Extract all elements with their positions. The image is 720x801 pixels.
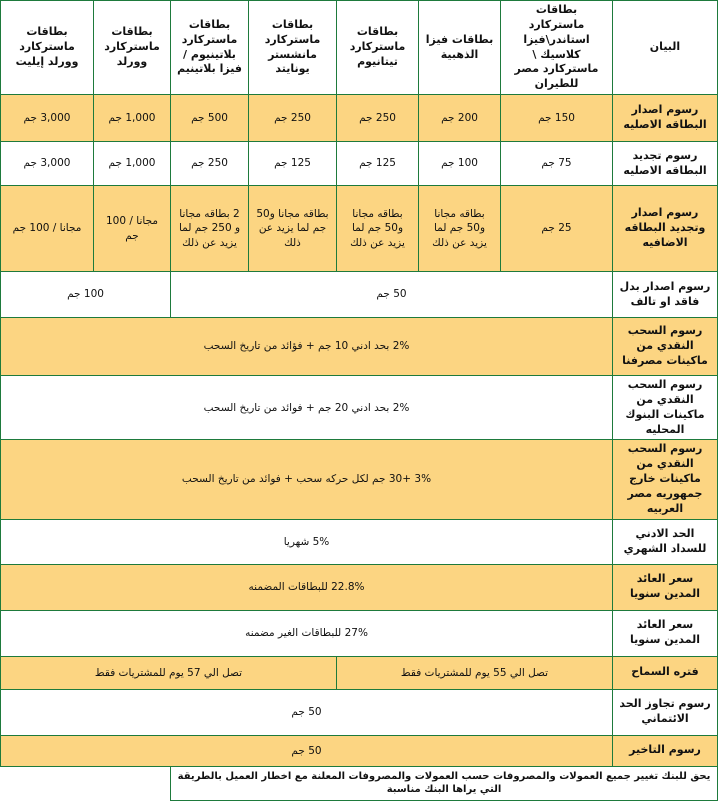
cell-value: 1,000 جم xyxy=(94,95,171,142)
cell-value: 100 جم xyxy=(1,272,171,318)
row-label: رسوم التاخير xyxy=(613,735,718,766)
cell-value: 50 جم xyxy=(171,272,613,318)
cell-value: 2% بحد ادني 10 جم + فؤائد من تاريخ السحب xyxy=(1,318,613,376)
row-label: سعر العائد المدين سنويا xyxy=(613,610,718,656)
cell-value: 250 جم xyxy=(337,95,419,142)
col-header-visa-gold: بطاقات فيزا الذهبية xyxy=(419,1,501,95)
table-row-apr-unsecured xyxy=(1,610,718,656)
row-label: رسوم اصدار وتجديد البطاقه الاضافيه xyxy=(613,186,718,272)
col-header-world: بطاقات ماستركارد وورلد xyxy=(94,1,171,95)
row-label: رسوم تجديد البطاقه الاصليه xyxy=(613,142,718,186)
col-header-manchester-united: بطاقات ماستركارد مانشستر يونايتد xyxy=(249,1,337,95)
cell-value: 150 جم xyxy=(501,95,613,142)
col-header-platinum: بطاقات ماستركارد بلاتينيوم / فيزا بلاتينيم xyxy=(171,1,249,95)
cell-value: 50 جم xyxy=(1,735,613,766)
table-row-late-fee xyxy=(1,735,718,766)
row-label: رسوم السحب النقدي من ماكينات البنوك المحليه xyxy=(613,376,718,440)
row-label: رسوم السحب النقدي من ماكينات خارج جمهوريه مصر العربيه xyxy=(613,440,718,519)
cell-value: 3% +30 جم لكل حركه سحب + فوائد من تاريخ السحب xyxy=(1,440,613,519)
row-label: رسوم اصدار بدل فاقد او تالف xyxy=(613,272,718,318)
cell-value: تصل الي 55 يوم للمشتريات فقط xyxy=(337,656,613,689)
col-header-titanium: بطاقات ماستركارد تيتانيوم xyxy=(337,1,419,95)
cell-value: 1,000 جم xyxy=(94,142,171,186)
header-label: البيان xyxy=(613,1,718,95)
cell-value: 5% شهريا xyxy=(1,519,613,564)
cell-value: 250 جم xyxy=(171,142,249,186)
cell-value: تصل الي 57 يوم للمشتريات فقط xyxy=(1,656,337,689)
table-row-footnote xyxy=(1,766,718,800)
cell-value: 125 جم xyxy=(249,142,337,186)
col-header-world-elite: بطاقات ماستركارد وورلد إيليت xyxy=(1,1,94,95)
cell-value: بطاقه مجانا و50 جم لما يزيد عن ذلك xyxy=(419,186,501,272)
cell-value: 125 جم xyxy=(337,142,419,186)
row-label: رسوم السحب النقدي من ماكينات مصرفنا xyxy=(613,318,718,376)
cell-value: 27% للبطاقات الغير مضمنه xyxy=(1,610,613,656)
cell-value: 22.8% للبطاقات المضمنه xyxy=(1,564,613,610)
cell-value: 250 جم xyxy=(249,95,337,142)
row-label: سعر العائد المدين سنويا xyxy=(613,564,718,610)
cell-value: مجانا / 100 جم xyxy=(94,186,171,272)
table-row-overlimit-fee xyxy=(1,689,718,735)
cell-value: 75 جم xyxy=(501,142,613,186)
row-label: فتره السماح xyxy=(613,656,718,689)
cell-value: 200 جم xyxy=(419,95,501,142)
table-row-apr-secured xyxy=(1,564,718,610)
col-header-standard-classic: بطاقات ماستركارد استاندر\فيزا كلاسيك \ ماستركارد مصر للطيران xyxy=(501,1,613,95)
table-row-cash-own-atm xyxy=(1,318,718,376)
cell-value: 25 جم xyxy=(501,186,613,272)
cell-value: 100 جم xyxy=(419,142,501,186)
row-label: رسوم اصدار البطاقه الاصليه xyxy=(613,95,718,142)
footnote: يحق للبنك تغيير جميع العمولات والمصروفات حسب العمولات والمصروفات المعلنة مع اخطار العميل بالطريقة التي يراها البنك مناسبة xyxy=(171,766,718,800)
row-label: الحد الادني للسداد الشهري xyxy=(613,519,718,564)
table-row-replacement-fee xyxy=(1,272,718,318)
footnote-spacer xyxy=(1,766,171,800)
table-row-renew-fee xyxy=(1,142,718,186)
table-row-cash-abroad xyxy=(1,440,718,519)
cell-value: 500 جم xyxy=(171,95,249,142)
cell-value: 2% بحد ادني 20 جم + فوائد من تاريخ السحب xyxy=(1,376,613,440)
cell-value: بطاقه مجانا و50 جم لما يزيد عن ذلك xyxy=(337,186,419,272)
row-label: رسوم تجاوز الحد الائتماني xyxy=(613,689,718,735)
table-row-min-payment xyxy=(1,519,718,564)
table-row-cash-local-atm xyxy=(1,376,718,440)
cell-value: 3,000 جم xyxy=(1,95,94,142)
header-row xyxy=(1,1,718,95)
cell-value: مجانا / 100 جم xyxy=(1,186,94,272)
cell-value: 2 بطاقه مجانا و 250 جم لما يزيد عن ذلك xyxy=(171,186,249,272)
table-row-grace-period xyxy=(1,656,718,689)
cell-value: 50 جم xyxy=(1,689,613,735)
cell-value: بطاقه مجانا و50 جم لما يزيد عن ذلك xyxy=(249,186,337,272)
table-row-issue-fee xyxy=(1,95,718,142)
table-row-supplementary-fee xyxy=(1,186,718,272)
cell-value: 3,000 جم xyxy=(1,142,94,186)
